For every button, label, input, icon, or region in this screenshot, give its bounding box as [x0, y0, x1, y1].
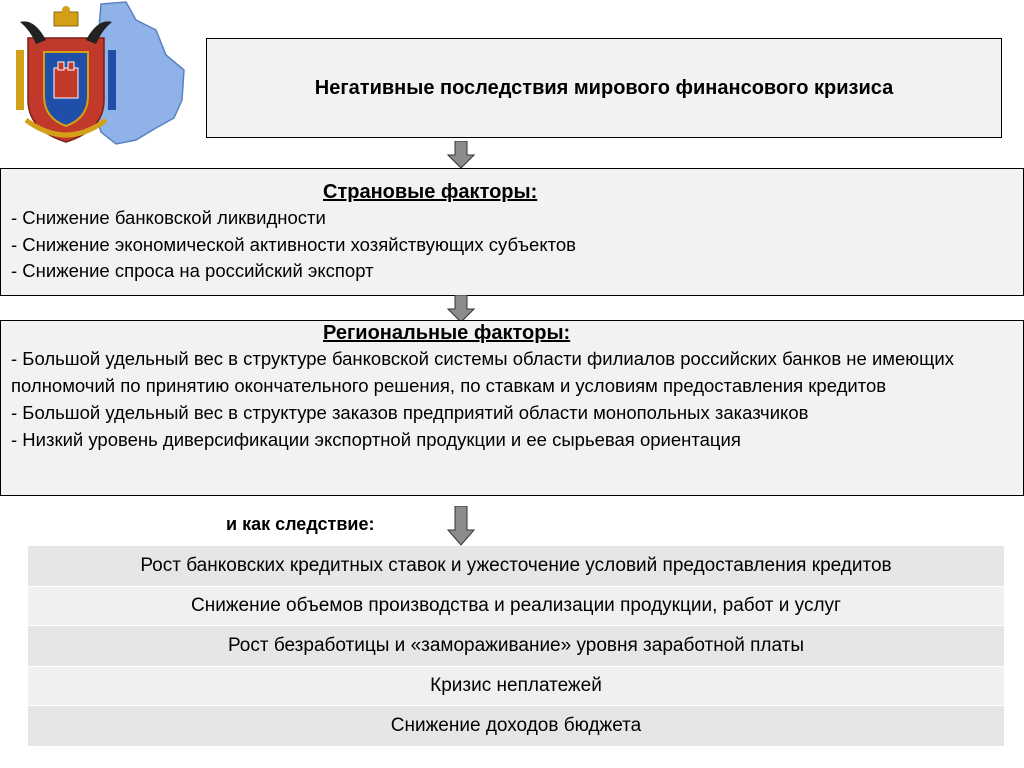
regional-factors-heading: Региональные факторы: [323, 322, 571, 344]
consequence-label: и как следствие: [226, 514, 375, 534]
consequence-item: Рост банковских кредитных ставок и ужесточение условий предоставления кредитов [28, 546, 1004, 586]
country-factor-item: - Снижение экономической активности хозяйствующих субъектов [11, 233, 577, 255]
down-arrow-icon [447, 295, 475, 323]
region-emblem [6, 0, 188, 148]
country-factors-box [0, 168, 1024, 296]
regional-factor-item: - Низкий уровень диверсификации экспортной продукции и ее сырьевая ориентация [11, 429, 741, 450]
coat-of-arms-icon [6, 0, 188, 148]
country-factor-item: - Снижение банковской ликвидности [11, 207, 326, 228]
regional-factor-item: - Большой удельный вес в структуре банковской системы области филиалов российских банков не имеющих полномочий по принятию окончательного решения, по ставкам и условиям предоставления кредитов [11, 348, 954, 396]
diagram-title-box [206, 38, 1002, 138]
country-factors-heading: Страновые факторы: [323, 181, 538, 203]
consequence-item: Кризис неплатежей [28, 666, 1004, 706]
consequence-item: Снижение доходов бюджета [28, 706, 1004, 746]
consequence-item: Снижение объемов производства и реализации продукции, работ и услуг [28, 586, 1004, 626]
country-factor-item: - Снижение спроса на российский экспорт [11, 260, 374, 281]
down-arrow-icon [447, 141, 475, 169]
regional-factors-box [0, 320, 1024, 496]
down-arrow-icon [447, 506, 475, 546]
regional-factor-item: - Большой удельный вес в структуре заказов предприятий области монопольных заказчиков [11, 402, 809, 423]
diagram-title: Негативные последствия мирового финансового кризиса [314, 76, 894, 99]
consequences-list [28, 546, 1004, 746]
consequence-item: Рост безработицы и «замораживание» уровня заработной платы [28, 626, 1004, 666]
